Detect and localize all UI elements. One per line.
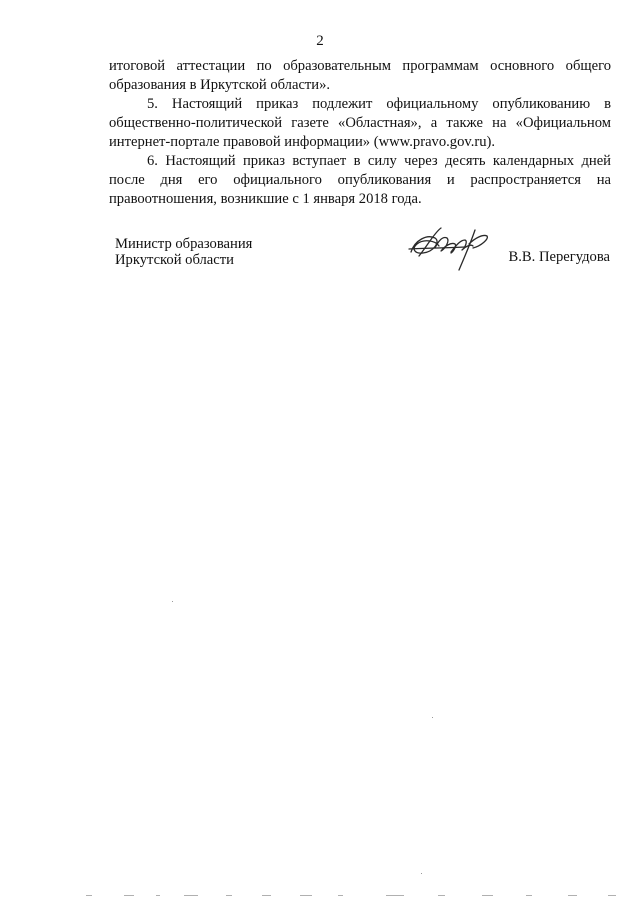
document-body: [109, 57, 611, 209]
scan-speck: [432, 717, 433, 718]
signature-block: [115, 236, 610, 276]
signer-name: В.В. Перегудова: [508, 249, 610, 265]
scan-edge-noise: [86, 895, 626, 897]
scan-speck: [172, 601, 173, 602]
paragraph-publication: 5. Настоящий приказ подлежит официальному опубликованию в общественно-политической газете «Областная», а также на «Официальном интернет-портале правовой информации» (www.pravo.gov.ru).: [109, 96, 611, 150]
handwritten-signature-icon: [405, 222, 491, 274]
paragraph-continuation: итоговой аттестации по образовательным программам основного общего образования в Иркутской области».: [109, 58, 611, 93]
signer-title-line-1: Министр образования: [115, 236, 253, 252]
scan-speck: [421, 873, 422, 874]
signer-title: [115, 236, 252, 268]
page-number: 2: [316, 33, 324, 49]
paragraph-effective-date: 6. Настоящий приказ вступает в силу через десять календарных дней после дня его официального опубликования и распространяется на правоотношения, возникшие с 1 января 2018 года.: [109, 153, 611, 207]
signer-title-line-2: Иркутской области: [115, 252, 234, 268]
